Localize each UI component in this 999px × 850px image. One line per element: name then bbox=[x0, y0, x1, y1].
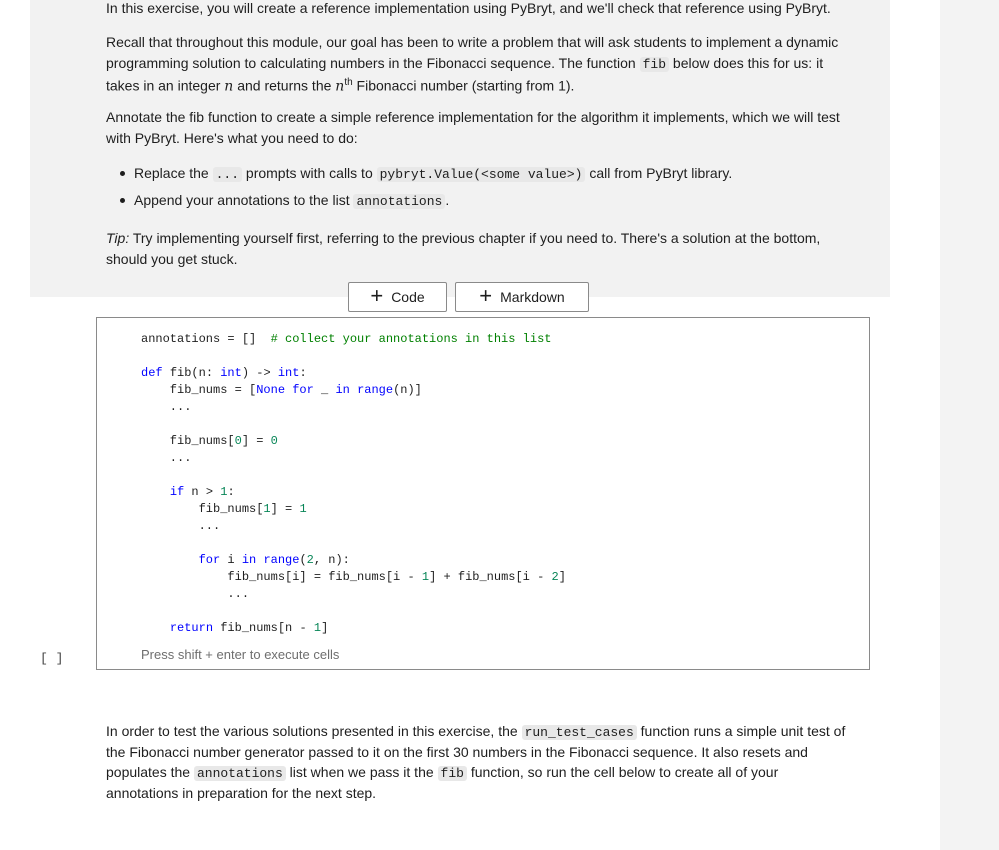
text-line bbox=[106, 762, 845, 783]
bullet-icon bbox=[120, 171, 125, 176]
bottom-paragraph bbox=[106, 721, 845, 803]
code-line bbox=[141, 501, 566, 518]
code-line bbox=[141, 603, 566, 620]
code-token: ... bbox=[141, 451, 192, 465]
code-token: fib_nums[ bbox=[141, 502, 264, 516]
text-line bbox=[106, 783, 845, 804]
text-segment: Fibonacci number (starting from 1). bbox=[352, 77, 575, 94]
text-segment: In order to test the various solutions presented in this exercise, the bbox=[106, 723, 522, 739]
plus-icon: + bbox=[370, 283, 384, 308]
code-token: range bbox=[357, 383, 394, 397]
code-token: 1 bbox=[313, 621, 322, 635]
code-token: fib_nums = [ bbox=[141, 383, 257, 397]
code-line bbox=[141, 518, 566, 535]
text-segment: below does this for us: it bbox=[669, 54, 824, 71]
text-segment: annotations in preparation for the next step. bbox=[106, 784, 377, 801]
paragraph bbox=[106, 32, 840, 94]
intro-paragraphs bbox=[106, 0, 840, 148]
inline-code: pybryt.Value(<some value>) bbox=[377, 167, 586, 182]
text-segment: In this exercise, you will create a reference implementation using PyBryt, and we'll check that reference using PyBryt. bbox=[106, 0, 831, 16]
code-token: annotations = [] bbox=[141, 332, 264, 346]
code-token: i bbox=[227, 553, 242, 567]
code-editor[interactable] bbox=[141, 331, 566, 637]
execution-count[interactable]: [ ] bbox=[40, 651, 64, 666]
code-line bbox=[141, 433, 566, 450]
code-token: n > bbox=[191, 485, 221, 499]
code-token: in bbox=[335, 383, 358, 397]
code-token: (n)] bbox=[393, 383, 422, 397]
code-token: int bbox=[220, 366, 242, 380]
inline-code: run_test_cases bbox=[522, 725, 637, 740]
emphasis-text: Tip: bbox=[106, 230, 130, 246]
text-segment: programming solution to calculating numbers in the Fibonacci sequence. The function bbox=[106, 54, 640, 71]
code-line bbox=[141, 620, 566, 637]
code-token: 1 bbox=[421, 570, 430, 584]
text-segment: function, so run the cell below to create all of your bbox=[466, 764, 779, 780]
code-token: 2 bbox=[551, 570, 559, 584]
code-token bbox=[141, 485, 170, 499]
superscript-text: th bbox=[344, 77, 353, 88]
text-segment: and returns the bbox=[233, 77, 336, 94]
code-line bbox=[141, 586, 566, 603]
text-segment: function runs a simple unit test of bbox=[636, 723, 846, 739]
add-code-label: Code bbox=[391, 289, 425, 305]
code-line bbox=[141, 450, 566, 467]
code-token: 2 bbox=[306, 553, 314, 567]
code-line bbox=[141, 416, 566, 433]
execute-hint: Press shift + enter to execute cells bbox=[141, 647, 340, 662]
inline-code: fib bbox=[640, 57, 669, 72]
code-line bbox=[141, 382, 566, 399]
code-token: ] bbox=[558, 570, 566, 584]
code-token: for bbox=[198, 553, 228, 567]
code-token: fib_nums[n - bbox=[220, 621, 314, 635]
code-token bbox=[141, 621, 170, 635]
code-token: ) -> bbox=[241, 366, 278, 380]
paragraph bbox=[106, 721, 845, 803]
text-line bbox=[106, 742, 845, 763]
code-line bbox=[141, 484, 566, 501]
bullet-icon bbox=[120, 198, 125, 203]
code-token: : bbox=[227, 485, 235, 499]
inline-code: annotations bbox=[194, 766, 286, 781]
math-variable: n bbox=[224, 78, 234, 95]
inline-code: annotations bbox=[353, 194, 445, 209]
code-line bbox=[141, 365, 566, 382]
code-cell-editor[interactable] bbox=[96, 317, 870, 670]
code-token: ] = bbox=[270, 502, 300, 516]
text-line bbox=[106, 721, 845, 742]
text-line bbox=[106, 128, 840, 149]
code-token: int bbox=[277, 366, 300, 380]
text-segment: with PyBryt. Here's what you need to do: bbox=[106, 129, 358, 146]
text-segment: takes in an integer bbox=[106, 77, 225, 94]
code-token: ... bbox=[141, 400, 192, 414]
text-segment: list when we pass it the bbox=[285, 764, 438, 780]
tip-paragraph bbox=[106, 228, 820, 269]
scrollbar-track[interactable] bbox=[940, 0, 999, 850]
plus-icon: + bbox=[479, 283, 493, 308]
code-token: if bbox=[169, 485, 192, 499]
code-token: # collect your annotations in this list bbox=[263, 332, 552, 346]
code-token: in bbox=[241, 553, 264, 567]
code-token: ( bbox=[299, 553, 307, 567]
instruction-bullets bbox=[106, 163, 732, 216]
code-token: ... bbox=[141, 519, 221, 533]
code-token: : bbox=[299, 366, 307, 380]
code-token: ] = bbox=[241, 434, 271, 448]
text-line bbox=[106, 73, 840, 94]
text-segment: Append your annotations to the list bbox=[134, 191, 354, 208]
text-line bbox=[106, 53, 840, 74]
text-line bbox=[106, 0, 840, 19]
text-segment: Annotate the fib function to create a simple reference implementation for the algorithm it implements, which we will test bbox=[106, 109, 840, 125]
text-segment: populates the bbox=[106, 764, 194, 780]
code-token: range bbox=[263, 553, 300, 567]
code-token: ] bbox=[321, 621, 329, 635]
code-line bbox=[141, 535, 566, 552]
code-token: 0 bbox=[270, 434, 278, 448]
text-segment: Try implementing yourself first, referring to the previous chapter if you need to. There's a solution at the bottom, bbox=[129, 230, 821, 246]
text-segment: Replace the bbox=[134, 165, 213, 181]
code-token: _ bbox=[321, 383, 336, 397]
code-line bbox=[141, 467, 566, 484]
code-token: 1 bbox=[263, 502, 271, 516]
inline-code: ... bbox=[213, 167, 242, 182]
text-line bbox=[106, 32, 840, 53]
text-segment: the Fibonacci number generator passed to it on the first 30 numbers in the Fibonacci sequence. It also resets and bbox=[106, 743, 808, 760]
code-token: def bbox=[141, 366, 170, 380]
code-token: fib(n: bbox=[169, 366, 221, 380]
code-token: ... bbox=[141, 587, 250, 601]
code-token: None bbox=[256, 383, 293, 397]
code-token: fib_nums[ bbox=[141, 434, 235, 448]
code-token: 1 bbox=[220, 485, 228, 499]
bullet-item bbox=[106, 190, 732, 211]
code-token: , n): bbox=[313, 553, 350, 567]
text-line bbox=[106, 228, 820, 249]
code-token: 0 bbox=[234, 434, 242, 448]
code-token: ] + fib_nums[i - bbox=[429, 570, 552, 584]
text-segment: should you get stuck. bbox=[106, 250, 238, 267]
code-token: for bbox=[292, 383, 322, 397]
text-segment: call from PyBryt library. bbox=[585, 165, 733, 181]
math-variable: n bbox=[335, 78, 345, 95]
code-token: fib_nums[i] = fib_nums[i - bbox=[141, 570, 422, 584]
add-markdown-label: Markdown bbox=[500, 289, 565, 305]
paragraph bbox=[106, 0, 840, 19]
code-line bbox=[141, 552, 566, 569]
code-token bbox=[141, 553, 199, 567]
text-segment: . bbox=[445, 191, 450, 208]
code-line bbox=[141, 569, 566, 586]
text-line bbox=[106, 107, 840, 128]
code-line bbox=[141, 331, 566, 348]
code-line bbox=[141, 399, 566, 416]
add-code-cell-button[interactable] bbox=[348, 282, 447, 312]
text-line bbox=[106, 249, 820, 270]
paragraph bbox=[106, 107, 840, 148]
text-segment: prompts with calls to bbox=[242, 165, 377, 181]
add-markdown-cell-button[interactable] bbox=[455, 282, 589, 312]
code-token: 1 bbox=[299, 502, 307, 516]
code-line bbox=[141, 348, 566, 365]
inline-code: fib bbox=[438, 766, 467, 781]
text-segment: Recall that throughout this module, our goal has been to write a problem that will ask students to implement a dynamic bbox=[106, 34, 839, 50]
bullet-item bbox=[106, 163, 732, 184]
code-token: return bbox=[169, 621, 221, 635]
